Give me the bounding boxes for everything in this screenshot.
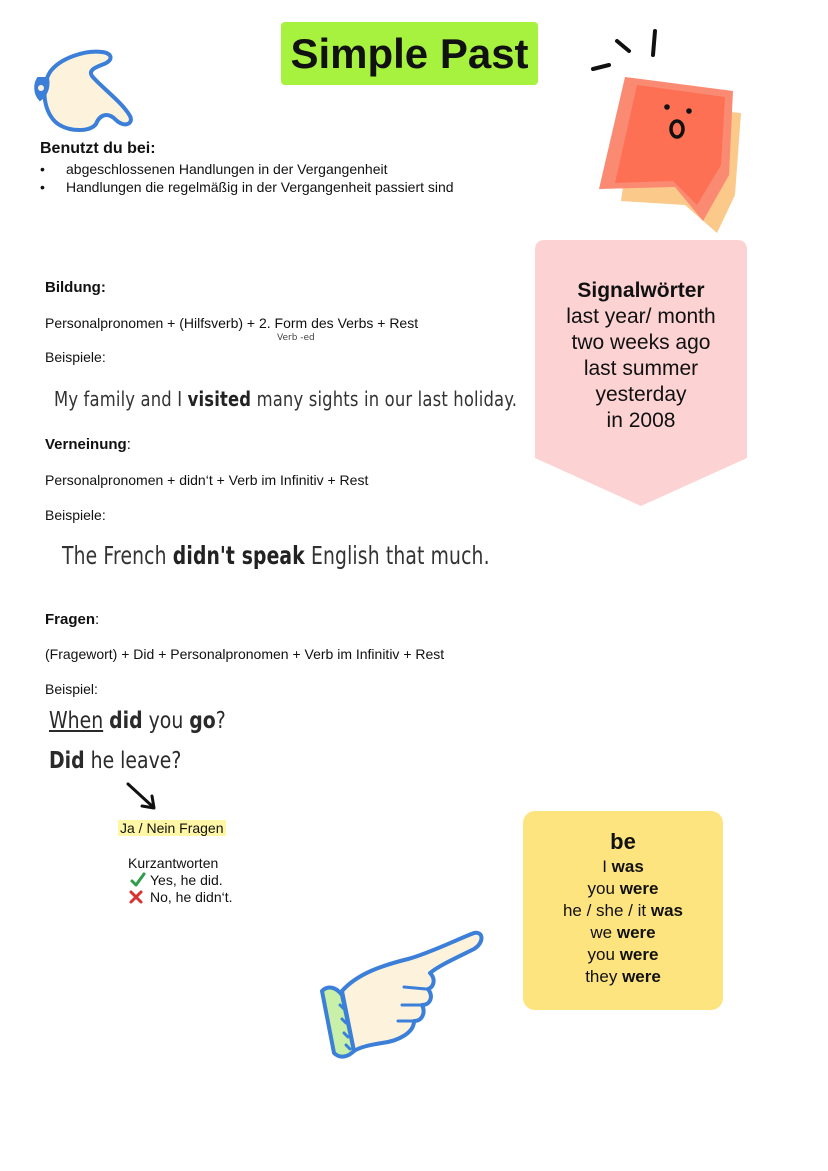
- signal-words: [535, 278, 747, 434]
- signal-word: yesterday: [595, 383, 687, 406]
- bildung-note: Verb -ed: [277, 333, 315, 343]
- verneinung-example-label: Beispiele:: [45, 507, 106, 523]
- list-item: • Handlungen die regelmäßig in der Vergangenheit passiert sind: [40, 178, 454, 196]
- surprised-face-icon: [585, 25, 755, 240]
- verneinung-formula: Personalpronomen + didn‘t + Verb im Infinitiv + Rest: [45, 472, 369, 488]
- uses-list: [40, 160, 454, 196]
- signal-title: Signalwörter: [577, 279, 705, 302]
- verneinung-example: The French didn't speak English that much.: [62, 541, 490, 570]
- arrow-icon: [124, 780, 160, 814]
- signal-word: last summer: [583, 357, 699, 380]
- bildung-formula: Personalpronomen + (Hilfsverb) + 2. Form des Verbs + Rest: [45, 315, 419, 331]
- be-title: be: [610, 829, 636, 854]
- question-example-2: Did he leave?: [49, 748, 182, 774]
- be-row: they were: [585, 967, 661, 986]
- bildung-example-label: Beispiele:: [45, 349, 106, 365]
- fragen-formula: (Fragewort) + Did + Personalpronomen + Verb im Infinitiv + Rest: [45, 646, 445, 662]
- question-example-1: When did you go?: [49, 708, 226, 734]
- yesno-label: Ja / Nein Fragen: [120, 820, 224, 836]
- cross-icon: [128, 889, 144, 905]
- bildung-example: My family and I visited many sights in our last holiday.: [54, 387, 518, 411]
- pointing-hand-icon: [318, 925, 486, 1065]
- be-row: we were: [590, 923, 656, 942]
- be-row: I was: [602, 857, 644, 876]
- fragen-example-label: Beispiel:: [45, 681, 98, 697]
- page-title: Simple Past: [290, 29, 529, 77]
- signal-word: last year/ month: [566, 305, 716, 328]
- title-box: [281, 22, 538, 85]
- fragen-heading: Fragen:: [45, 611, 100, 628]
- bildung-heading: Bildung:: [45, 279, 106, 296]
- be-row: you were: [587, 945, 659, 964]
- list-item: • abgeschlossenen Handlungen in der Vergangenheit: [40, 160, 454, 178]
- pointing-hand-icon: [30, 44, 140, 134]
- short-answers-label: Kurzantworten: [128, 855, 219, 871]
- signal-word: in 2008: [606, 409, 676, 432]
- no-answer: No, he didn‘t.: [128, 889, 233, 905]
- verneinung-heading: Verneinung:: [45, 436, 131, 453]
- yes-answer: Yes, he did.: [130, 872, 223, 888]
- be-row: you were: [587, 879, 659, 898]
- check-icon: [130, 872, 146, 888]
- be-row: he / she / it was: [562, 901, 684, 920]
- signal-word: two weeks ago: [571, 331, 711, 354]
- uses-heading: Benutzt du bei:: [40, 140, 156, 157]
- be-conjugation: [523, 828, 723, 988]
